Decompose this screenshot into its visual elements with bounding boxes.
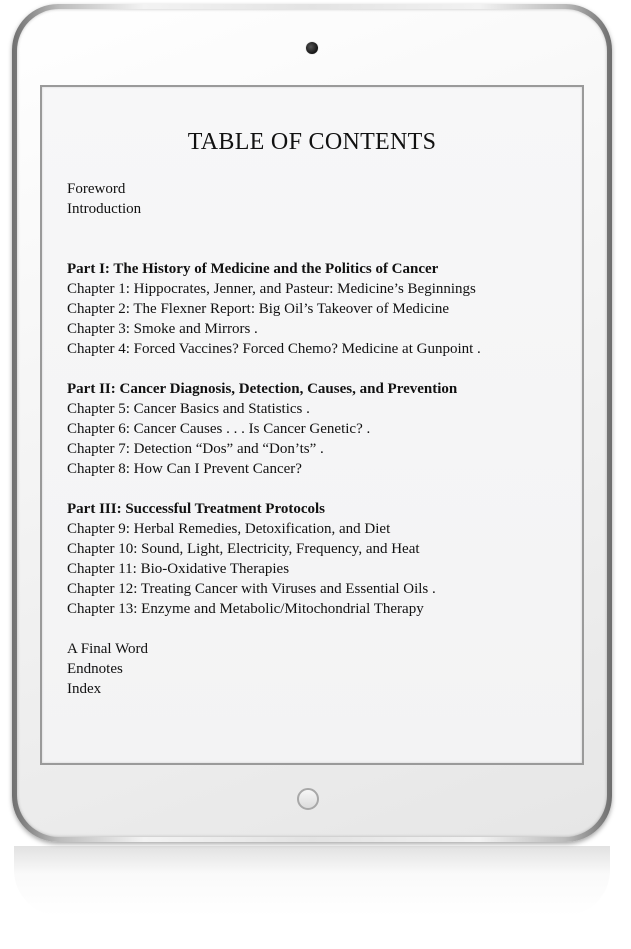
camera-icon [306, 42, 318, 54]
toc-chapter-8[interactable]: Chapter 8: How Can I Prevent Cancer? [67, 461, 302, 477]
toc-chapter-3[interactable]: Chapter 3: Smoke and Mirrors . [67, 321, 258, 337]
spacer [67, 219, 567, 259]
toc-item-introduction[interactable]: Introduction [67, 201, 142, 217]
spacer [67, 619, 567, 639]
spacer [67, 479, 567, 499]
toc-item-endnotes[interactable]: Endnotes [67, 661, 123, 677]
table-of-contents [67, 179, 567, 699]
toc-part-1-heading[interactable]: Part I: The History of Medicine and the Politics of Cancer [67, 261, 439, 277]
toc-chapter-12[interactable]: Chapter 12: Treating Cancer with Viruses and Essential Oils . [67, 581, 436, 597]
spacer [67, 359, 567, 379]
toc-chapter-2[interactable]: Chapter 2: The Flexner Report: Big Oil’s Takeover of Medicine [67, 301, 450, 317]
home-button[interactable] [297, 788, 319, 810]
toc-chapter-11[interactable]: Chapter 11: Bio-Oxidative Therapies [67, 561, 290, 577]
toc-part-2-heading[interactable]: Part II: Cancer Diagnosis, Detection, Causes, and Prevention [67, 381, 458, 397]
toc-item-index[interactable]: Index [67, 681, 102, 697]
toc-item-foreword[interactable]: Foreword [67, 181, 126, 197]
toc-chapter-13[interactable]: Chapter 13: Enzyme and Metabolic/Mitochondrial Therapy [67, 601, 424, 617]
page-title: TABLE OF CONTENTS [187, 129, 437, 155]
toc-chapter-7[interactable]: Chapter 7: Detection “Dos” and “Don’ts” . [67, 441, 324, 457]
tablet-screen [40, 85, 584, 765]
tablet-reflection [14, 846, 610, 916]
toc-part-3-heading[interactable]: Part III: Successful Treatment Protocols [67, 501, 326, 517]
toc-chapter-6[interactable]: Chapter 6: Cancer Causes . . . Is Cancer Genetic? . [67, 421, 371, 437]
toc-chapter-4[interactable]: Chapter 4: Forced Vaccines? Forced Chemo? Medicine at Gunpoint . [67, 341, 481, 357]
toc-item-final-word[interactable]: A Final Word [67, 641, 149, 657]
toc-chapter-1[interactable]: Chapter 1: Hippocrates, Jenner, and Pasteur: Medicine’s Beginnings [67, 281, 476, 297]
toc-chapter-9[interactable]: Chapter 9: Herbal Remedies, Detoxification, and Diet [67, 521, 391, 537]
toc-chapter-5[interactable]: Chapter 5: Cancer Basics and Statistics . [67, 401, 310, 417]
toc-chapter-10[interactable]: Chapter 10: Sound, Light, Electricity, Frequency, and Heat [67, 541, 420, 557]
